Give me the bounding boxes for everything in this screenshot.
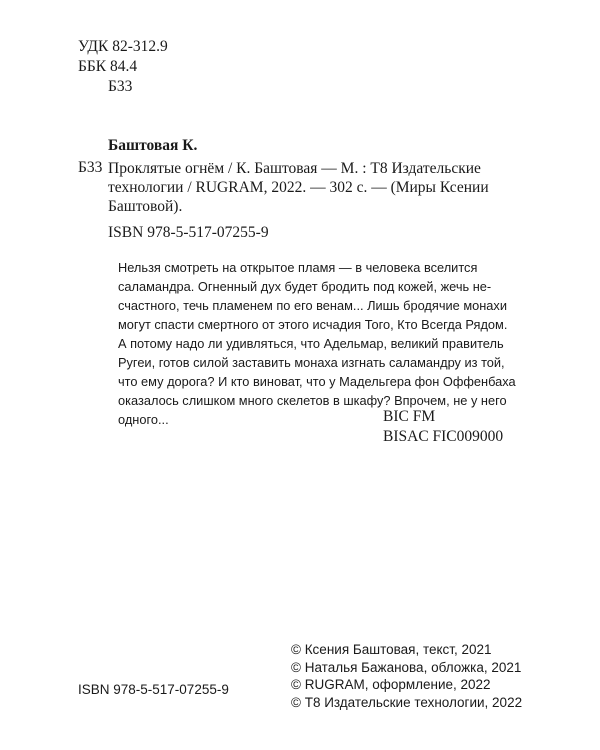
bisac-code: BISAC FIC009000 bbox=[383, 428, 504, 445]
annotation-line: счастного, течь пламенем по его венам... Лишь бродячие монахи bbox=[118, 298, 507, 313]
udk-code: УДК 82-312.9 bbox=[78, 38, 168, 55]
copyright-line: © Ксения Баштовая, текст, 2021 bbox=[291, 642, 492, 657]
annotation-line: А потому надо ли удивляться, что Адельмар, великий правитель bbox=[118, 336, 504, 351]
copyright-line: © Наталья Бажанова, обложка, 2021 bbox=[291, 659, 522, 675]
copyright-line: © RUGRAM, оформление, 2022 bbox=[291, 677, 491, 692]
isbn-footer: ISBN 978-5-517-07255-9 bbox=[78, 682, 229, 697]
annotation-line: Нельзя смотреть на открытое пламя — в человека вселится bbox=[118, 260, 478, 275]
bbk-code: ББК 84.4 bbox=[78, 58, 138, 75]
copyright-block bbox=[291, 641, 522, 711]
annotation-line: одного... bbox=[118, 412, 169, 427]
copyright-line: © Т8 Издательские технологии, 2022 bbox=[291, 694, 523, 710]
annotation-line: могут спасти смертного от этого исчадия Того, Кто Всегда Рядом. bbox=[118, 317, 508, 332]
bic-code: BIC FM bbox=[383, 408, 436, 425]
annotation-line: Ругеи, готов силой заставить монаха изгнать саламандру из той, bbox=[118, 355, 505, 370]
annotation-line: оказалось слишком много скелетов в шкафу? Впрочем, не у него bbox=[118, 393, 507, 408]
record-line: технологии / RUGRAM, 2022. — 302 с. — (Миры Ксении bbox=[108, 179, 489, 196]
isbn-main: ISBN 978-5-517-07255-9 bbox=[108, 224, 269, 241]
record-line: Баштовой). bbox=[108, 198, 183, 215]
author-mark: Б33 bbox=[78, 159, 103, 176]
annotation-line: что ему дорога? И кто виноват, что у Мадельгера фон Оффенбаха bbox=[118, 374, 516, 389]
record-line: Проклятые огнём / К. Баштовая — М. : Т8 Издательские bbox=[108, 160, 481, 177]
annotation bbox=[118, 258, 518, 429]
bibliographic-record bbox=[108, 159, 528, 216]
author-heading: Баштовая К. bbox=[108, 137, 198, 154]
author-mark-top: Б33 bbox=[108, 78, 133, 95]
annotation-line: саламандра. Огненный дух будет бродить под кожей, жечь не- bbox=[118, 279, 492, 294]
